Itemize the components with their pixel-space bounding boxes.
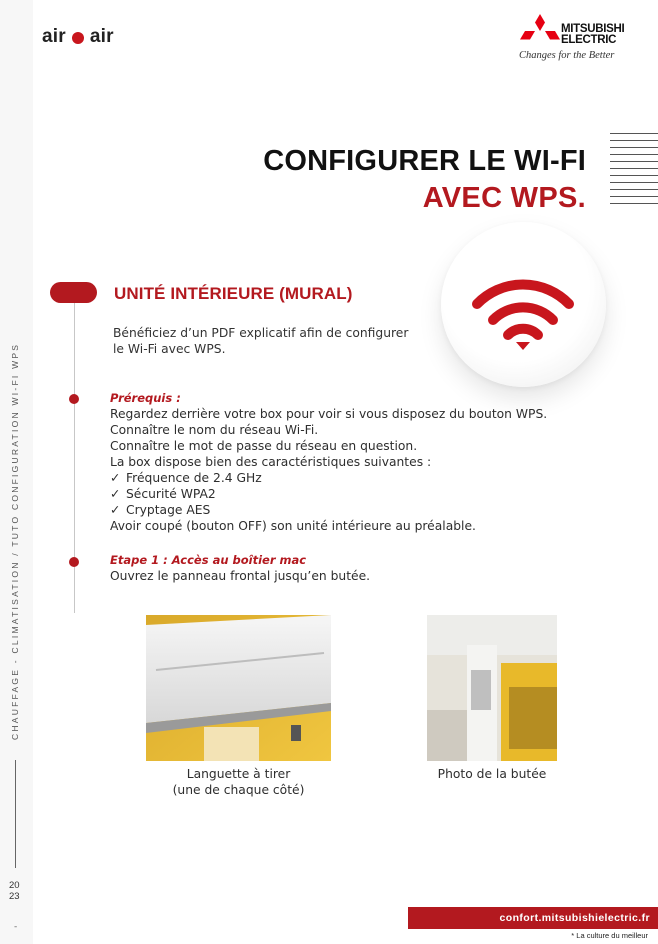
prerequis-line: Connaître le mot de passe du réseau en question. xyxy=(110,439,418,453)
mitsubishi-diamonds-icon xyxy=(520,14,560,48)
photo-2-caption xyxy=(420,766,564,782)
mitsubishi-tagline: Changes for the Better xyxy=(519,50,615,61)
year-label xyxy=(9,880,23,902)
section-marker-pill xyxy=(50,282,97,303)
intro-line: le Wi-Fi avec WPS. xyxy=(113,342,226,356)
prerequis-label: Prérequis : xyxy=(110,391,181,405)
timeline-dot xyxy=(69,394,79,404)
wifi-icon xyxy=(471,276,575,350)
caption-line: Languette à tirer xyxy=(186,767,291,781)
title-decor-lines xyxy=(610,133,658,210)
prerequis-closing: Avoir coupé (bouton OFF) son unité intérieure au préalable. xyxy=(110,519,476,533)
etape-1-text: Ouvrez le panneau frontal jusqu’en butée. xyxy=(110,569,371,583)
check-item-text: Fréquence de 2.4 GHz xyxy=(126,471,262,485)
air-air-logo xyxy=(42,26,114,48)
mitsubishi-line-2: ELECTRIC xyxy=(561,34,617,46)
check-item xyxy=(110,502,547,518)
prerequis-line: Connaître le nom du réseau Wi-Fi. xyxy=(110,423,319,437)
page-title-line-2: AVEC WPS. xyxy=(422,182,586,214)
mitsubishi-electric-wordmark xyxy=(561,24,624,46)
etape-1-label: Etape 1 : Accès au boîtier mac xyxy=(110,553,307,567)
brand-left-text: air xyxy=(42,26,66,47)
year-bottom: 23 xyxy=(9,891,20,902)
prerequis-line: La box dispose bien des caractéristiques suivantes : xyxy=(110,455,432,469)
side-rule xyxy=(15,760,16,868)
year-mark: - xyxy=(14,922,18,932)
prerequis-line: Regardez derrière votre box pour voir si vous disposez du bouton WPS. xyxy=(110,407,548,421)
photo-1-caption xyxy=(146,766,331,798)
page-title-line-1: CONFIGURER LE WI-FI xyxy=(263,145,586,177)
timeline-dot xyxy=(69,557,79,567)
side-category-text: CHAUFFAGE - CLIMATISATION / TUTO CONFIGURATION WI-FI WPS xyxy=(10,342,20,740)
caption-line: (une de chaque côté) xyxy=(172,783,305,797)
mitsubishi-line-1: MITSUBISHI xyxy=(561,23,625,35)
brand-dot-icon xyxy=(72,32,84,44)
check-item xyxy=(110,470,547,486)
photo-languette xyxy=(146,615,331,761)
check-icon: ✓ xyxy=(110,503,121,517)
prerequis-list xyxy=(110,406,547,534)
check-icon: ✓ xyxy=(110,471,121,485)
footer-url-link[interactable]: confort.mitsubishielectric.fr xyxy=(499,912,650,924)
brand-right-text: air xyxy=(89,26,114,47)
section-title: UNITÉ INTÉRIEURE (MURAL) xyxy=(114,284,353,303)
intro-line: Bénéficiez d’un PDF explicatif afin de configurer xyxy=(113,326,409,340)
caption-line: Photo de la butée xyxy=(437,767,547,781)
check-item-text: Cryptage AES xyxy=(126,503,211,517)
year-top: 20 xyxy=(9,880,20,891)
footer-note: * La culture du meilleur xyxy=(571,931,648,940)
photo-butee xyxy=(427,615,557,761)
check-item xyxy=(110,486,547,502)
check-icon: ✓ xyxy=(110,487,121,501)
section-intro xyxy=(113,325,433,357)
check-item-text: Sécurité WPA2 xyxy=(126,487,216,501)
